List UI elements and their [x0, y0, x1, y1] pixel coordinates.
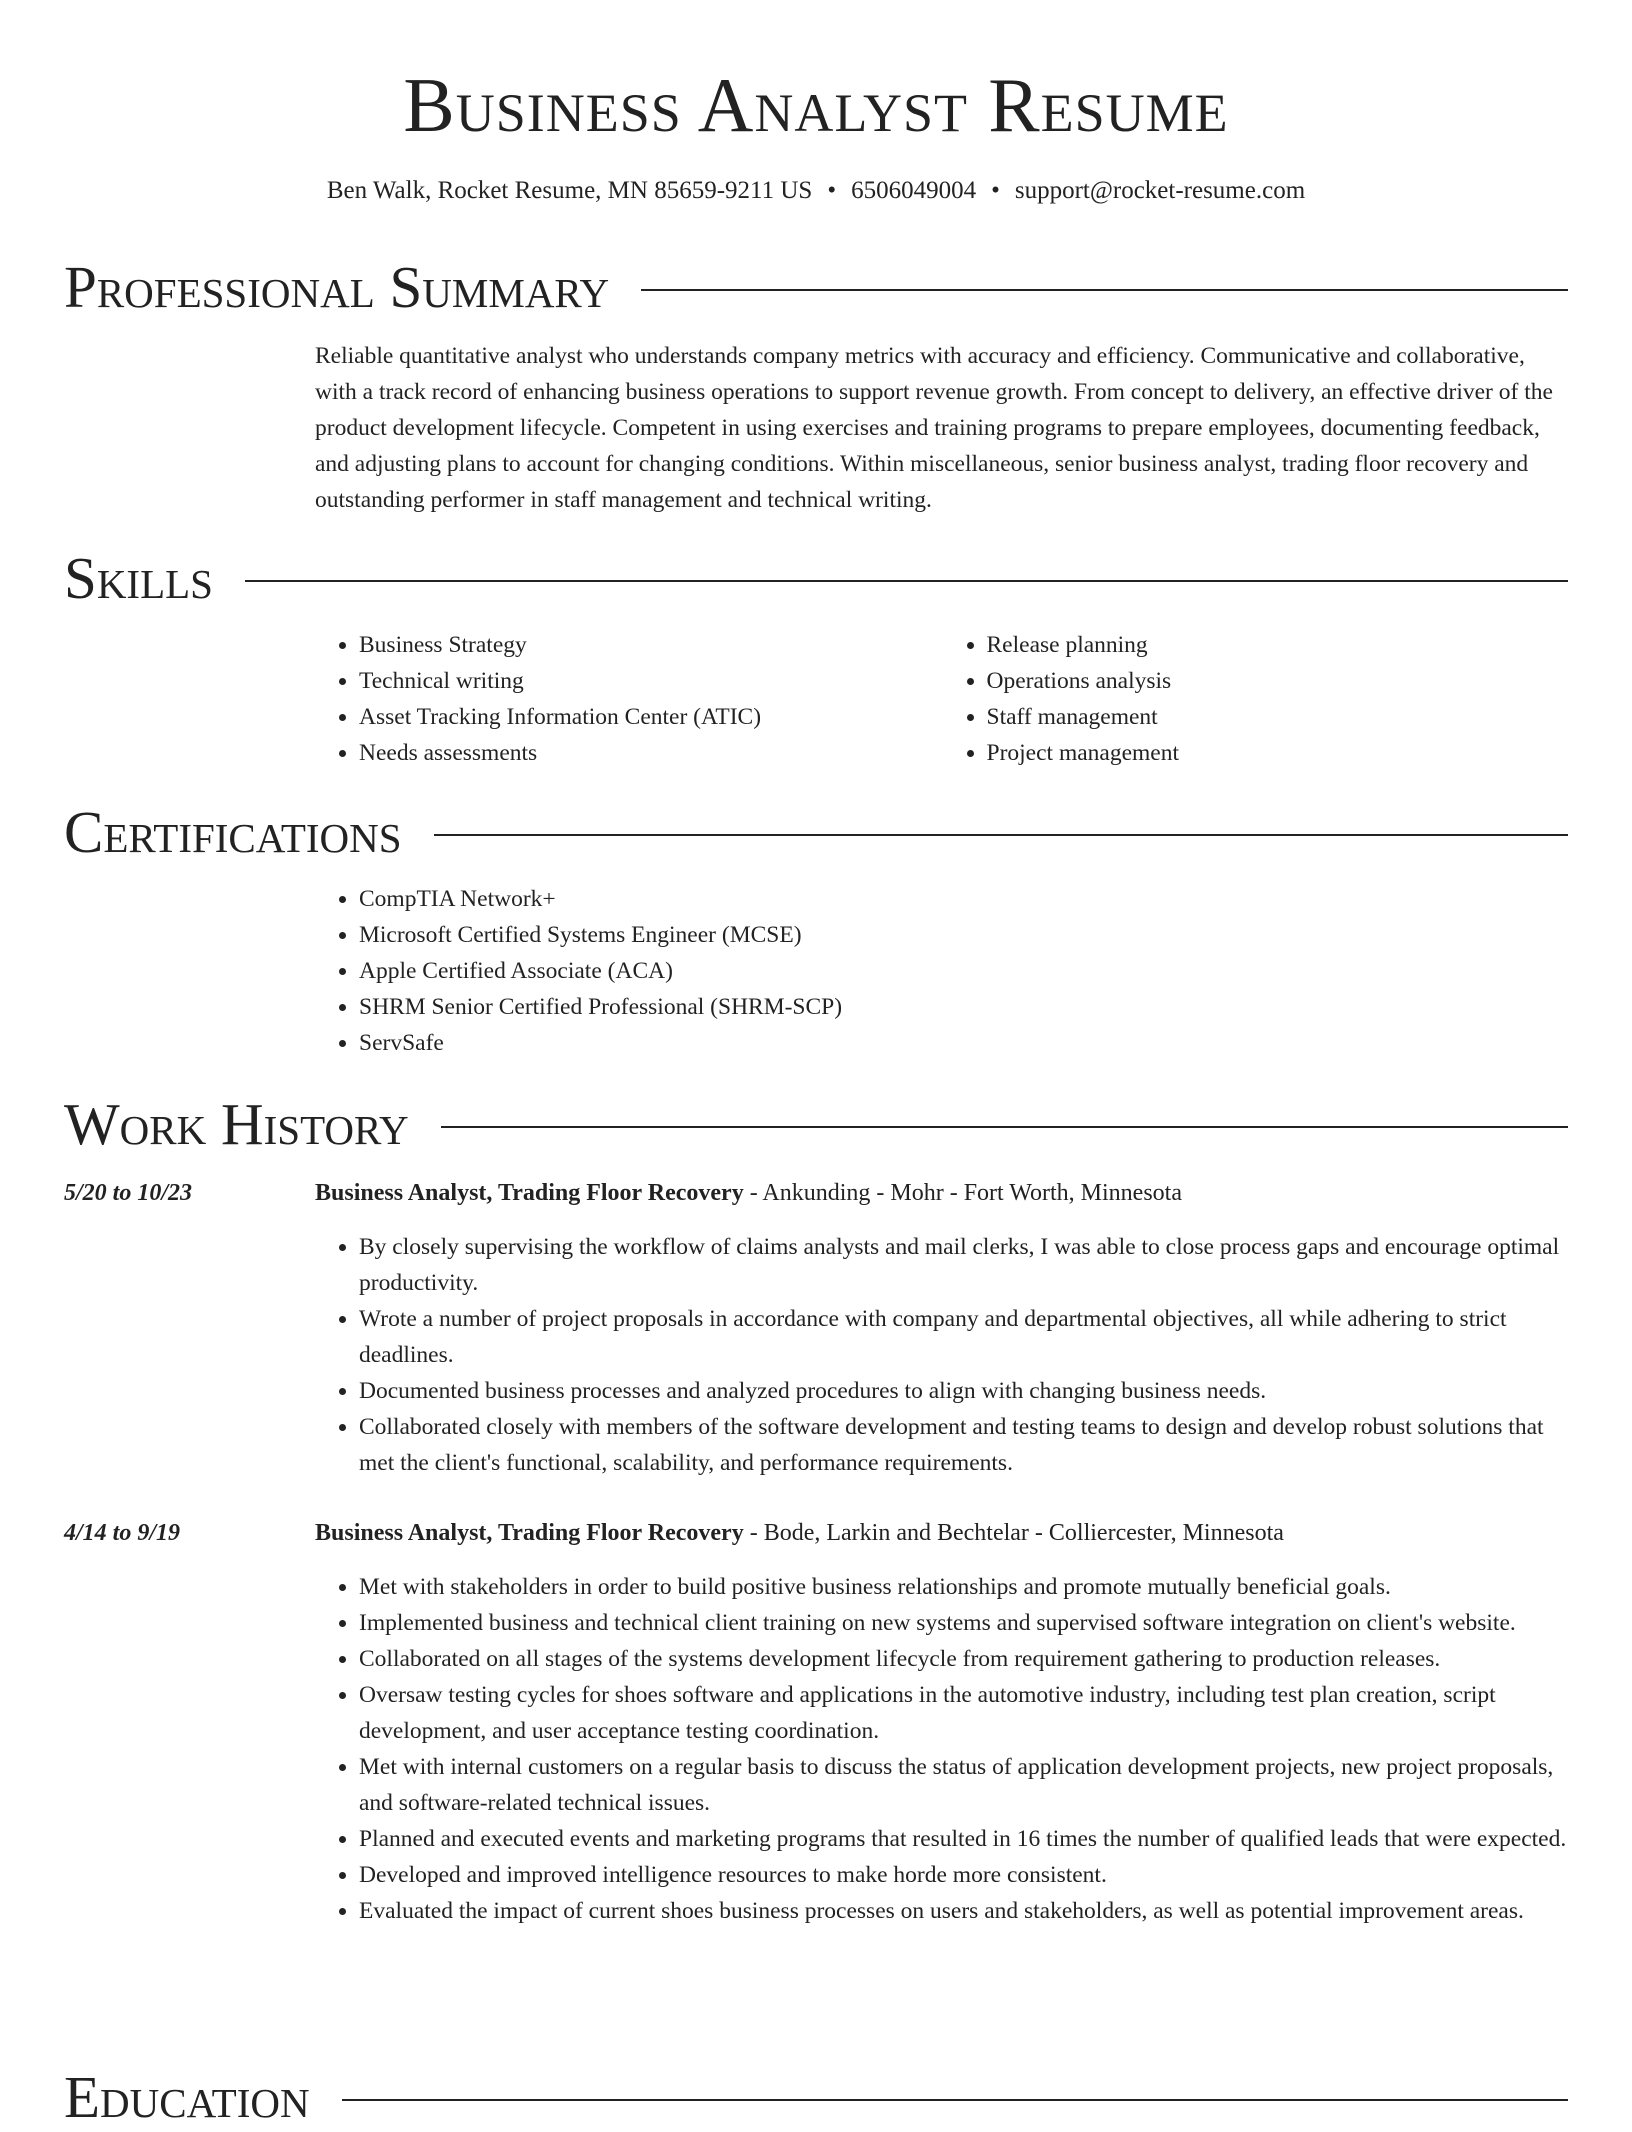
- job-title-line: [315, 1515, 1570, 1551]
- contact-phone: 6506049004: [851, 177, 977, 204]
- section-heading-work-history: [64, 1089, 1568, 1159]
- job-bullet: • Collaborated on all stages of the systems development lifecycle from requirement gathering to production releases.: [359, 1641, 1570, 1677]
- summary-text: Reliable quantitative analyst who understands company metrics with accuracy and efficiency. Communicative and collaborative, with a track record of enhancing business operations to support revenue growth. From concept to delivery, an effective driver of the product development lifecycle. Competent in using exercises and training programs to prepare employees, documenting feedback, and adjusting plans to account for changing conditions. Within miscellaneous, senior business analyst, trading floor recovery and outstanding performer in staff management and technical writing.: [315, 343, 1553, 513]
- job-bullet: • Collaborated closely with members of the software development and testing teams to design and develop robust solutions that met the client's functional, scalability, and performance requirements.: [359, 1409, 1570, 1481]
- section-heading-summary: [64, 252, 1568, 322]
- job-bullet: • Met with stakeholders in order to build positive business relationships and promote mutually beneficial goals.: [359, 1569, 1570, 1605]
- section-divider: [441, 1126, 1568, 1128]
- section-divider: [245, 580, 1568, 582]
- section-divider: [434, 834, 1568, 836]
- section-title-skills: Skills: [64, 545, 213, 611]
- job-employer: - Ankunding - Mohr - Fort Worth, Minnesota: [743, 1180, 1182, 1206]
- section-divider: [641, 289, 1568, 291]
- section-title-summary: Professional Summary: [64, 254, 610, 320]
- contact-line: [0, 175, 1632, 207]
- certification-item: • Microsoft Certified Systems Engineer (MCSE): [359, 917, 1570, 953]
- job-bullet: • Oversaw testing cycles for shoes software and applications in the automotive industry, including test plan creation, script development, and user acceptance testing coordination.: [359, 1677, 1570, 1749]
- skill-item: • Release planning: [987, 627, 1571, 663]
- skill-item: • Needs assessments: [359, 735, 943, 771]
- job-bullet: • Documented business processes and analyzed procedures to align with changing business needs.: [359, 1373, 1570, 1409]
- section-divider: [342, 2099, 1568, 2101]
- skills-column-right: [943, 627, 1571, 771]
- section-heading-certifications: [64, 797, 1568, 867]
- section-heading-education: [64, 2062, 1568, 2132]
- job-role: Business Analyst, Trading Floor Recovery: [315, 1180, 744, 1206]
- section-title-education: Education: [64, 2064, 310, 2130]
- contact-separator: •: [827, 177, 837, 204]
- contact-email: support@rocket-resume.com: [1014, 177, 1306, 204]
- skill-item: • Business Strategy: [359, 627, 943, 663]
- skills-list: [315, 627, 1570, 771]
- job-bullets: [315, 1229, 1570, 1481]
- section-heading-skills: [64, 543, 1568, 613]
- certification-item: • Apple Certified Associate (ACA): [359, 953, 1570, 989]
- job-dates: 5/20 to 10/23: [64, 1180, 193, 1206]
- contact-address: Ben Walk, Rocket Resume, MN 85659-9211 US: [326, 177, 813, 204]
- skill-item: • Project management: [987, 735, 1571, 771]
- skill-item: • Operations analysis: [987, 663, 1571, 699]
- skill-item: • Staff management: [987, 699, 1571, 735]
- job-bullet: • Planned and executed events and marketing programs that resulted in 16 times the number of qualified leads that were expected.: [359, 1821, 1570, 1857]
- certification-item: • SHRM Senior Certified Professional (SHRM-SCP): [359, 989, 1570, 1025]
- job-bullets: [315, 1569, 1570, 1929]
- job-bullet: • Wrote a number of project proposals in accordance with company and departmental objectives, all while adhering to strict deadlines.: [359, 1301, 1570, 1373]
- certifications-list: [315, 881, 1570, 1061]
- certification-item: • ServSafe: [359, 1025, 1570, 1061]
- skill-item: • Asset Tracking Information Center (ATIC): [359, 699, 943, 735]
- section-title-certifications: Certifications: [64, 799, 402, 865]
- document-title: Business Analyst Resume: [403, 62, 1229, 148]
- job-bullet: • Implemented business and technical client training on new systems and supervised software integration on client's website.: [359, 1605, 1570, 1641]
- job-role: Business Analyst, Trading Floor Recovery: [315, 1520, 744, 1546]
- contact-separator: •: [991, 177, 1000, 204]
- job-bullet: • By closely supervising the workflow of claims analysts and mail clerks, I was able to close process gaps and encourage optimal productivity.: [359, 1229, 1570, 1301]
- job-bullet: • Met with internal customers on a regular basis to discuss the status of application development projects, new project proposals, and software-related technical issues.: [359, 1749, 1570, 1821]
- skill-item: • Technical writing: [359, 663, 943, 699]
- job-employer: - Bode, Larkin and Bechtelar - Colliercester, Minnesota: [743, 1520, 1284, 1546]
- skills-column-left: [315, 627, 943, 771]
- job-dates: 4/14 to 9/19: [64, 1520, 181, 1546]
- job-bullet: • Evaluated the impact of current shoes business processes on users and stakeholders, as well as potential improvement areas.: [359, 1893, 1570, 1929]
- job-bullet: • Developed and improved intelligence resources to make horde more consistent.: [359, 1857, 1570, 1893]
- job-title-line: [315, 1175, 1570, 1211]
- certification-item: • CompTIA Network+: [359, 881, 1570, 917]
- section-title-work-history: Work History: [64, 1091, 409, 1157]
